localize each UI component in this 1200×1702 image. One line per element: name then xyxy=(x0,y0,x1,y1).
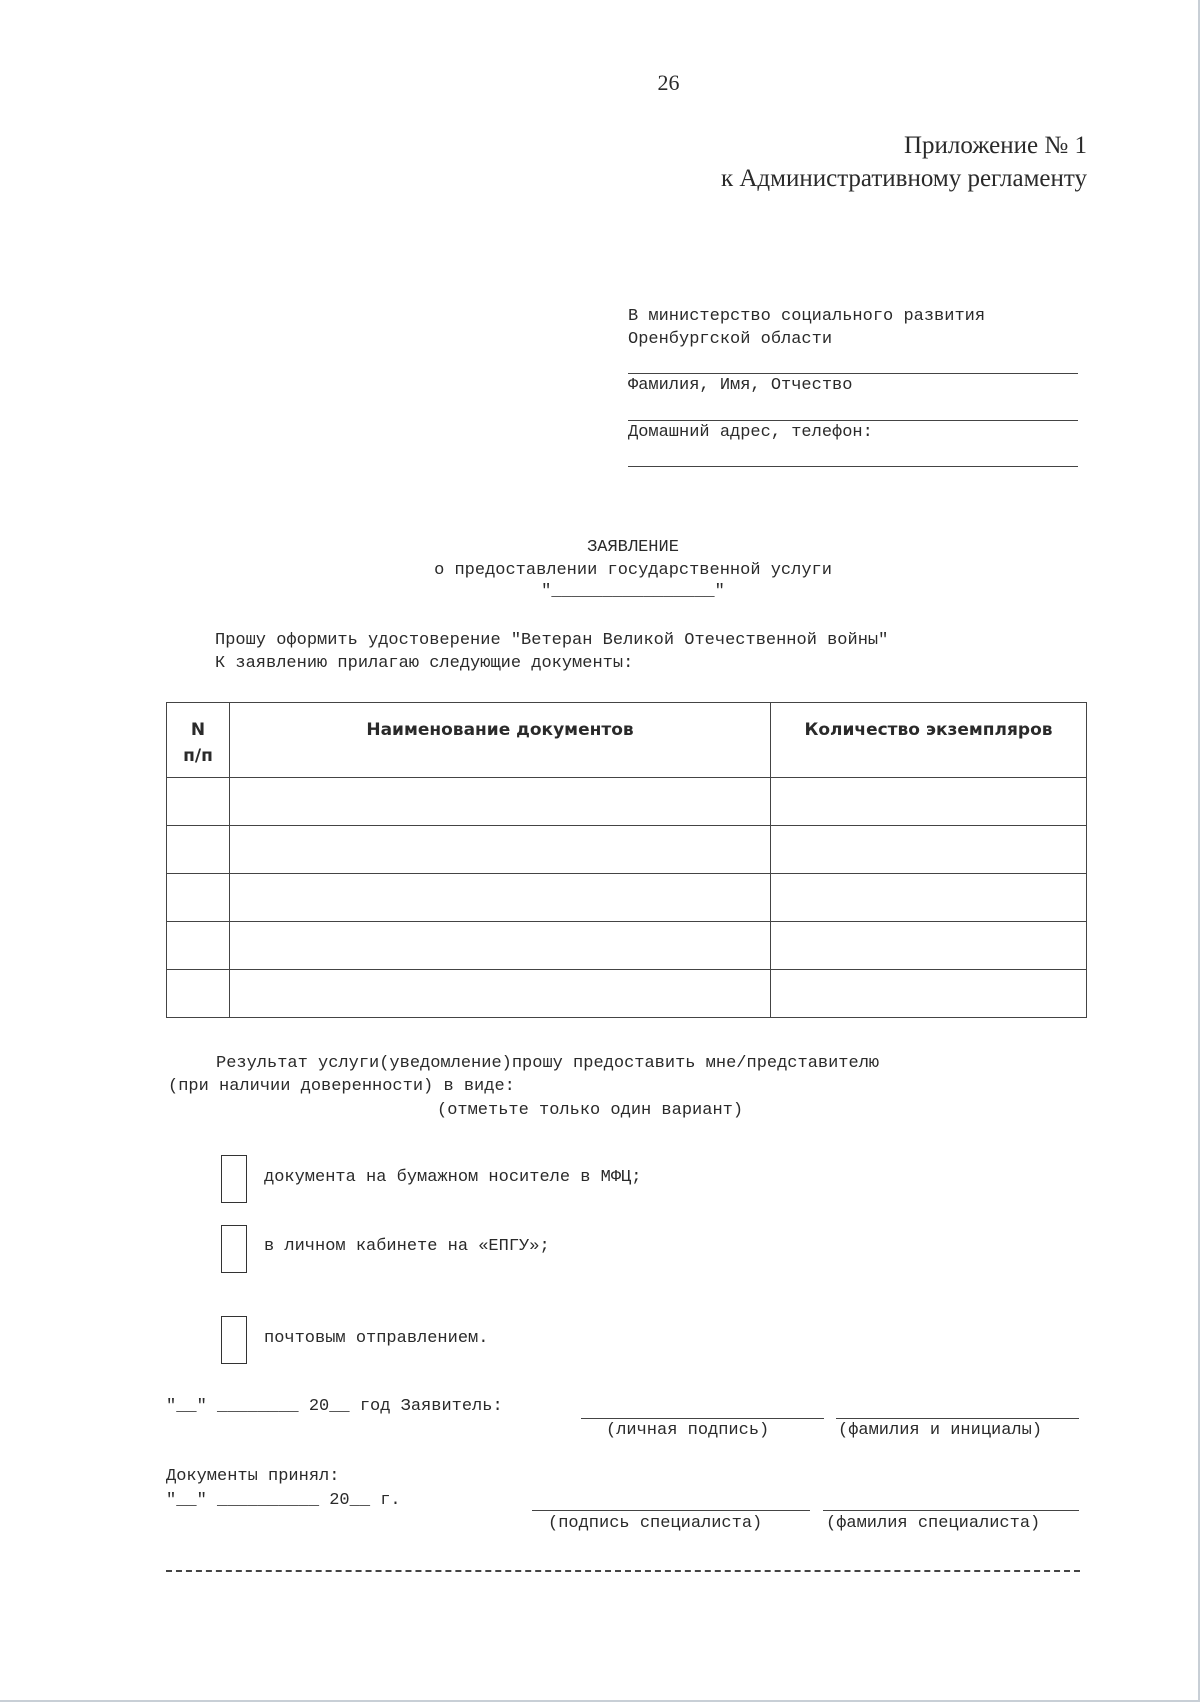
addressee-line-1: В министерство социального развития xyxy=(628,307,986,326)
addressee-line-2: Оренбургской области xyxy=(628,330,833,349)
fio-label: Фамилия, Имя, Отчество xyxy=(628,376,853,395)
address-underline xyxy=(628,466,1078,467)
row-number-cell[interactable] xyxy=(167,874,230,922)
row-number-cell[interactable] xyxy=(167,826,230,874)
document-name-cell[interactable] xyxy=(230,826,771,874)
fio-underline xyxy=(628,420,1078,421)
option-epgu-checkbox[interactable] xyxy=(221,1225,247,1273)
copies-count-cell[interactable] xyxy=(771,826,1087,874)
option-epgu-label: в личном кабинете на «ЕПГУ»; xyxy=(264,1237,550,1256)
specialist-surname-line xyxy=(823,1510,1079,1511)
option-mail-label: почтовым отправлением. xyxy=(264,1329,489,1348)
row-number-cell[interactable] xyxy=(167,922,230,970)
table-row xyxy=(167,826,1087,874)
document-name-cell[interactable] xyxy=(230,874,771,922)
document-name-cell[interactable] xyxy=(230,922,771,970)
surname-initials-line xyxy=(836,1418,1079,1419)
table-row xyxy=(167,778,1087,826)
table-row xyxy=(167,922,1087,970)
table-row xyxy=(167,970,1087,1018)
copies-count-cell[interactable] xyxy=(771,874,1087,922)
row-number-cell[interactable] xyxy=(167,970,230,1018)
accepted-label: Документы принял: xyxy=(166,1467,340,1486)
header-number: N п/п xyxy=(167,703,230,778)
appendix-title: Приложение № 1 xyxy=(903,132,1087,159)
personal-signature-line xyxy=(581,1418,824,1419)
request-text: Прошу оформить удостоверение "Ветеран Великой Отечественной войны" xyxy=(215,631,889,650)
header-copies-count: Количество экземпляров xyxy=(771,703,1087,778)
application-title: ЗАЯВЛЕНИЕ xyxy=(587,538,679,557)
application-subtitle: о предоставлении государственной услуги xyxy=(434,561,832,580)
copies-count-cell[interactable] xyxy=(771,970,1087,1018)
option-mail-checkbox[interactable] xyxy=(221,1316,247,1364)
option-paper-mfc-checkbox[interactable] xyxy=(221,1155,247,1203)
row-number-cell[interactable] xyxy=(167,778,230,826)
specialist-signature-caption: (подпись специалиста) xyxy=(548,1514,763,1533)
cut-dashed-line xyxy=(166,1570,1080,1572)
address-label: Домашний адрес, телефон: xyxy=(628,423,873,442)
accepted-date-line: "__" __________ 20__ г. xyxy=(166,1491,401,1510)
result-note: (отметьте только один вариант) xyxy=(437,1101,744,1120)
surname-initials-caption: (фамилия и инициалы) xyxy=(838,1421,1043,1440)
option-paper-mfc-label: документа на бумажном носителе в МФЦ; xyxy=(264,1168,642,1187)
table-row xyxy=(167,874,1087,922)
result-line-1: Результат услуги(уведомление)прошу предоставить мне/представителю xyxy=(216,1054,880,1073)
document-name-cell[interactable] xyxy=(230,970,771,1018)
page-number: 26 xyxy=(657,70,680,95)
attach-text: К заявлению прилагаю следующие документы: xyxy=(215,654,634,673)
result-line-2: (при наличии доверенности) в виде: xyxy=(168,1077,515,1096)
appendix-subtitle: к Административному регламенту xyxy=(720,165,1087,192)
applicant-date-line: "__" ________ 20__ год Заявитель: xyxy=(166,1397,503,1416)
documents-table xyxy=(166,702,1087,1018)
header-document-name: Наименование документов xyxy=(230,703,771,778)
personal-signature-caption: (личная подпись) xyxy=(606,1421,770,1440)
table-header-row xyxy=(167,703,1087,778)
document-name-cell[interactable] xyxy=(230,778,771,826)
copies-count-cell[interactable] xyxy=(771,922,1087,970)
specialist-signature-line xyxy=(532,1510,810,1511)
specialist-surname-caption: (фамилия специалиста) xyxy=(826,1514,1041,1533)
copies-count-cell[interactable] xyxy=(771,778,1087,826)
addressee-ministry-underline xyxy=(628,373,1078,374)
service-name-blank: "________________" xyxy=(541,582,725,601)
